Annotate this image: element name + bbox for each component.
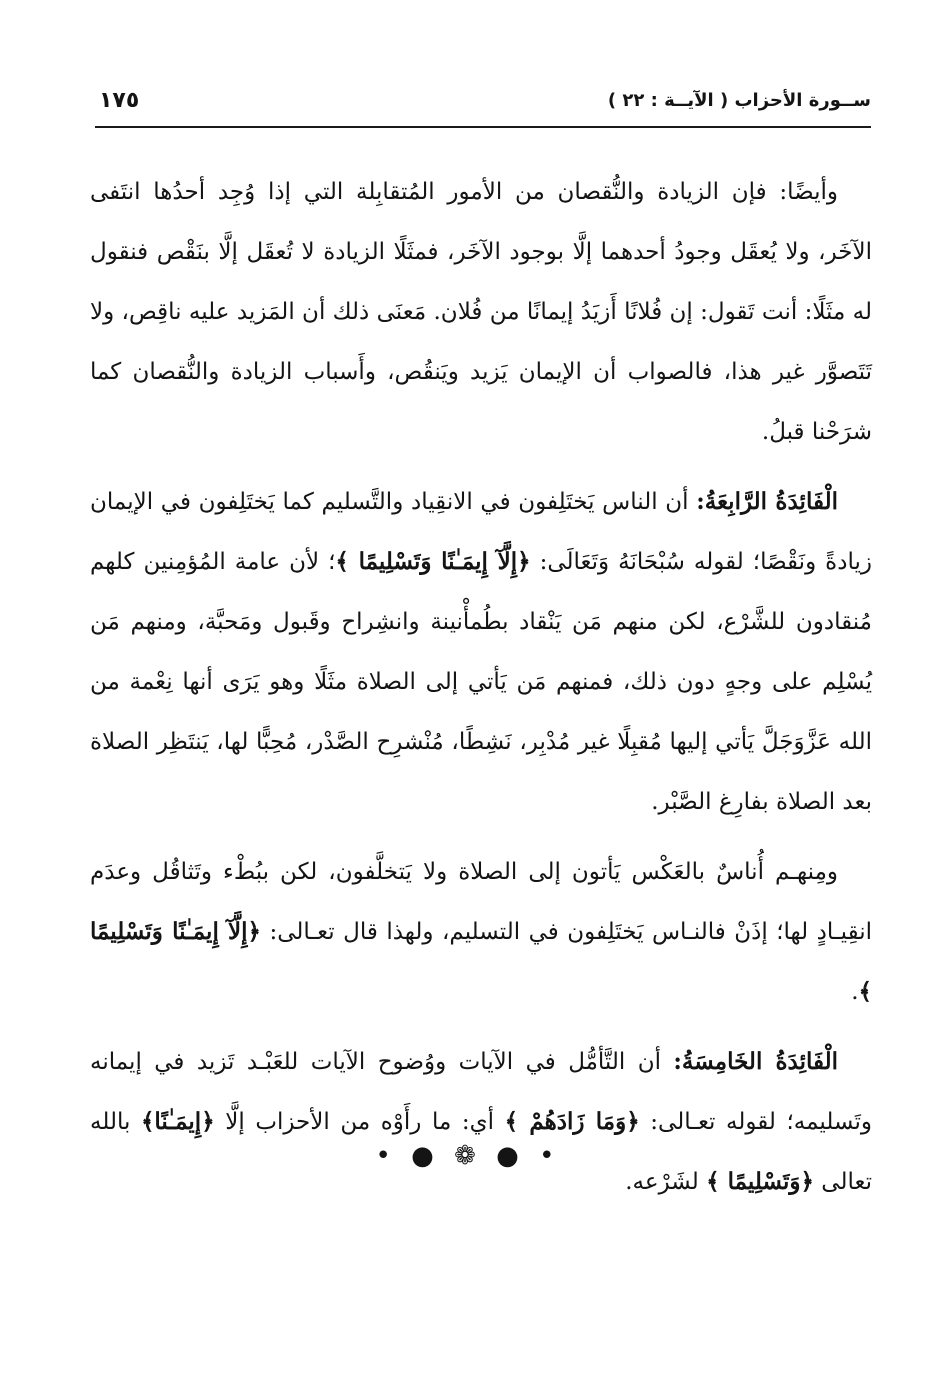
paragraph-text: أي: ما رأَوْه من الأحزاب إلَّا — [214, 1109, 505, 1135]
paragraph-text: بالله تعالى — [90, 1109, 872, 1195]
paragraph-4 — [90, 1032, 872, 1212]
page-header — [95, 86, 871, 128]
paragraph-text: أن التَّأمُّل في الآيات ووُضوح الآيات للعَبْـد تَزيد في إيمانه وتَسليمه؛ لقوله تعـالى: — [90, 1049, 872, 1135]
paragraph-text: ومِنهـم أُناسٌ بالعَكْس يَأتون إلى الصلاة ولا يَتخلَّفون، لكن ببُطْء وتَثاقُل وعدَم انقِيـادٍ لها؛ إذَنْ فالنـاس يَختَلِفون في التسليم، ولهذا قال تعـالى: — [90, 859, 872, 945]
quran-quote: ﴿إِلَّآ إِيمَـٰنًا وَتَسْلِيمًا ﴾ — [90, 918, 872, 1005]
paragraph-1 — [90, 162, 872, 462]
quran-quote: ﴿وَتَسْلِيمًا ﴾ — [706, 1168, 814, 1195]
paragraph-text: أن الناس يَختَلِفون في الانقِياد والتَّسليم كما يَختَلِفون في الإيمان زيادةً ونَقْصًا؛ لقوله سُبْحَانَهُ وَتَعَالَى: — [90, 489, 872, 575]
paragraph-text: ؛ لأن عامة المُؤمِنين كلهم مُنقادون للشَّرْع، لكن منهم مَن يَنْقاد بطُمأْنينة وانشِراح وقَبول ومَحبَّة، ومنهم مَن يُسْلِم على وجهٍ دون ذلك، فمنهم مَن يَأتي إلى الصلاة مثَلًا وهو يَرَى أنها نِعْمة من الله عَزَّوَجَلَّ يَأتي إليها مُقبِلًا غير مُدْبِر، نَشِطًا، مُنْشرِح الصَّدْر، مُحِبًّا لها، يَنتَظِر الصلاة بعد الصلاة بفارِغ الصَّبْر. — [90, 549, 872, 815]
running-title: ســورة الأحزاب ( الآيــة : ٢٢ ) — [607, 90, 871, 111]
quran-quote: ﴿وَمَا زَادَهُمْ ﴾ — [504, 1108, 640, 1135]
ornamental-divider-icon: • ● ❁ ● • — [375, 1141, 561, 1171]
section-heading-fourth-benefit: الْفَائِدَةُ الرَّابِعَةُ: — [696, 488, 838, 515]
paragraph-2 — [90, 472, 872, 832]
quran-quote: ﴿إِلَّآ إِيمَـٰنًا وَتَسْلِيمًا ﴾ — [335, 548, 531, 575]
page-number: ١٧٥ — [99, 88, 140, 113]
paragraph-text: لشَرْعه. — [625, 1169, 707, 1195]
paragraph-text: وأيضًا: فإن الزيادة والنُّقصان من الأمور المُتقابِلة التي إذا وُجِد أحدُها انتَفى الآخَر، ولا يُعقَل وجودُ أحدهما إلَّا بوجود الآخَر، فمثَلًا الزيادة لا تُعقَل إلَّا بنَقْص فنقول له مثَلًا: أنت تَقول: إن فُلانًا أَزيَدُ إيمانًا من فُلان. مَعنَى ذلك أن المَزيد عليه ناقِص، ولا تَتَصوَّر غير هذا، فالصواب أن الإيمان يَزيد ويَنقُص، وأَسباب الزيادة والنُّقصان كما شرَحْنا قبلُ. — [90, 179, 872, 445]
paragraph-text: . — [851, 979, 859, 1005]
page-body — [90, 162, 872, 1222]
section-heading-fifth-benefit: الْفَائِدَةُ الخَامِسَةُ: — [673, 1048, 839, 1075]
paragraph-3 — [90, 842, 872, 1022]
quran-quote: ﴿إِيمَـٰنًا﴾ — [140, 1108, 215, 1135]
